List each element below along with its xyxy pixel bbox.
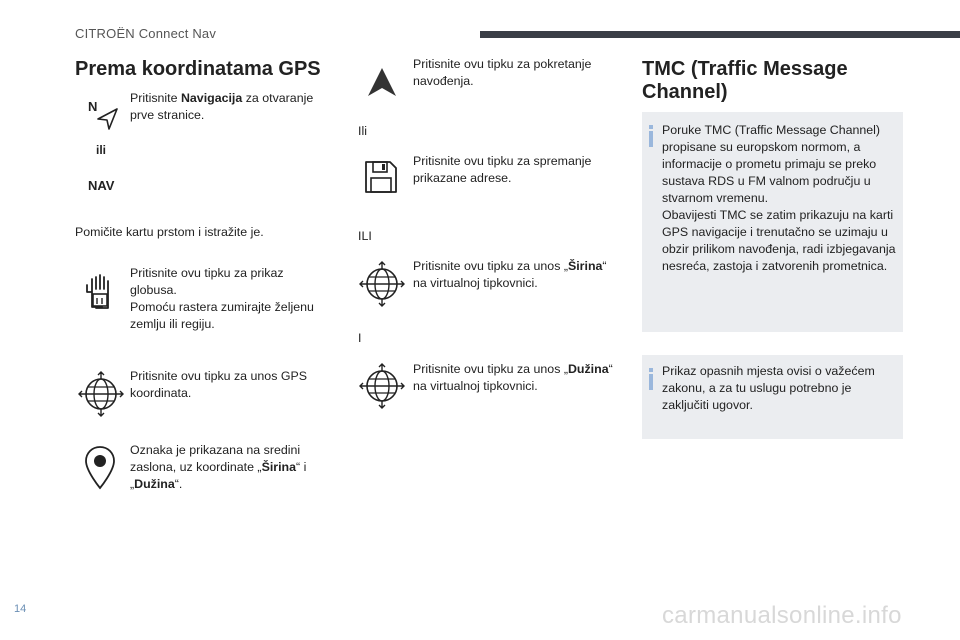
save-icon <box>362 158 400 196</box>
info-icon <box>649 125 653 147</box>
or-label: ili <box>96 143 107 157</box>
globe-latitude-icon <box>358 260 406 308</box>
press-navigation-text: Pritisnite Navigacija za otvaranje prve stranice. <box>130 91 314 122</box>
nav-button-label: NAV <box>88 178 115 193</box>
section-title-tmc: TMC (Traffic Message Channel) <box>642 58 848 103</box>
marker-text: Oznaka je prikazana na sredini zaslona, uz koordinate „Širina“ i „Dužina“. <box>130 443 307 491</box>
globe-text: Pritisnite ovu tipku za prikaz globusa. Pomoću rastera zumirajte željenu zemlju ili regiju. <box>130 266 314 331</box>
or-separator-1: Ili <box>358 124 367 138</box>
start-navigation-text: Pritisnite ovu tipku za pokretanje navođenja. <box>413 57 592 88</box>
globe-arrows-icon <box>77 370 125 418</box>
tmc-info-text: Poruke TMC (Traffic Message Channel) propisane su europskom normom, a informacije o prometu primaju se preko sustava RDS u FM valnom području u stvarnom vremenu. Obavijesti TMC se zatim prikazuju na karti GPS navigacije i trenutačno se uzimaju u obzir prilikom navođenja, radi izbjegavanja nesreća, zastoja i zatvorenih prometnica. <box>662 123 896 273</box>
longitude-text: Pritisnite ovu tipku za unos „Dužina“ na virtualnoj tipkovnici. <box>413 362 613 393</box>
hazard-info-box <box>642 355 903 439</box>
tmc-info-box <box>642 112 903 332</box>
header-bar <box>480 31 960 38</box>
running-header: CITROËN Connect Nav <box>75 26 217 41</box>
watermark: carmanualsonline.info <box>662 602 902 629</box>
info-icon <box>649 368 653 390</box>
or-separator-2: ILI <box>358 229 372 243</box>
globe-longitude-icon <box>358 362 406 410</box>
latitude-text: Pritisnite ovu tipku za unos „Širina“ na virtualnoj tipkovnici. <box>413 259 607 290</box>
start-navigation-icon <box>364 64 400 100</box>
and-separator: I <box>358 331 362 345</box>
save-address-text: Pritisnite ovu tipku za spremanje prikazane adrese. <box>413 154 592 185</box>
gps-coordinates-text: Pritisnite ovu tipku za unos GPS koordinata. <box>130 369 307 400</box>
page-number: 14 <box>14 603 27 615</box>
hazard-info-text: Prikaz opasnih mjesta ovisi o važećem zakonu, a za tu uslugu potrebno je zaključiti ugovor. <box>662 364 875 412</box>
navigation-arrow-icon <box>86 98 120 132</box>
hand-touch-icon <box>82 272 118 312</box>
north-letter: N <box>88 99 98 114</box>
location-pin-icon <box>84 445 116 491</box>
pan-map-text: Pomičite kartu prstom i istražite je. <box>75 225 264 239</box>
section-title-gps: Prema koordinatama GPS <box>75 58 321 80</box>
